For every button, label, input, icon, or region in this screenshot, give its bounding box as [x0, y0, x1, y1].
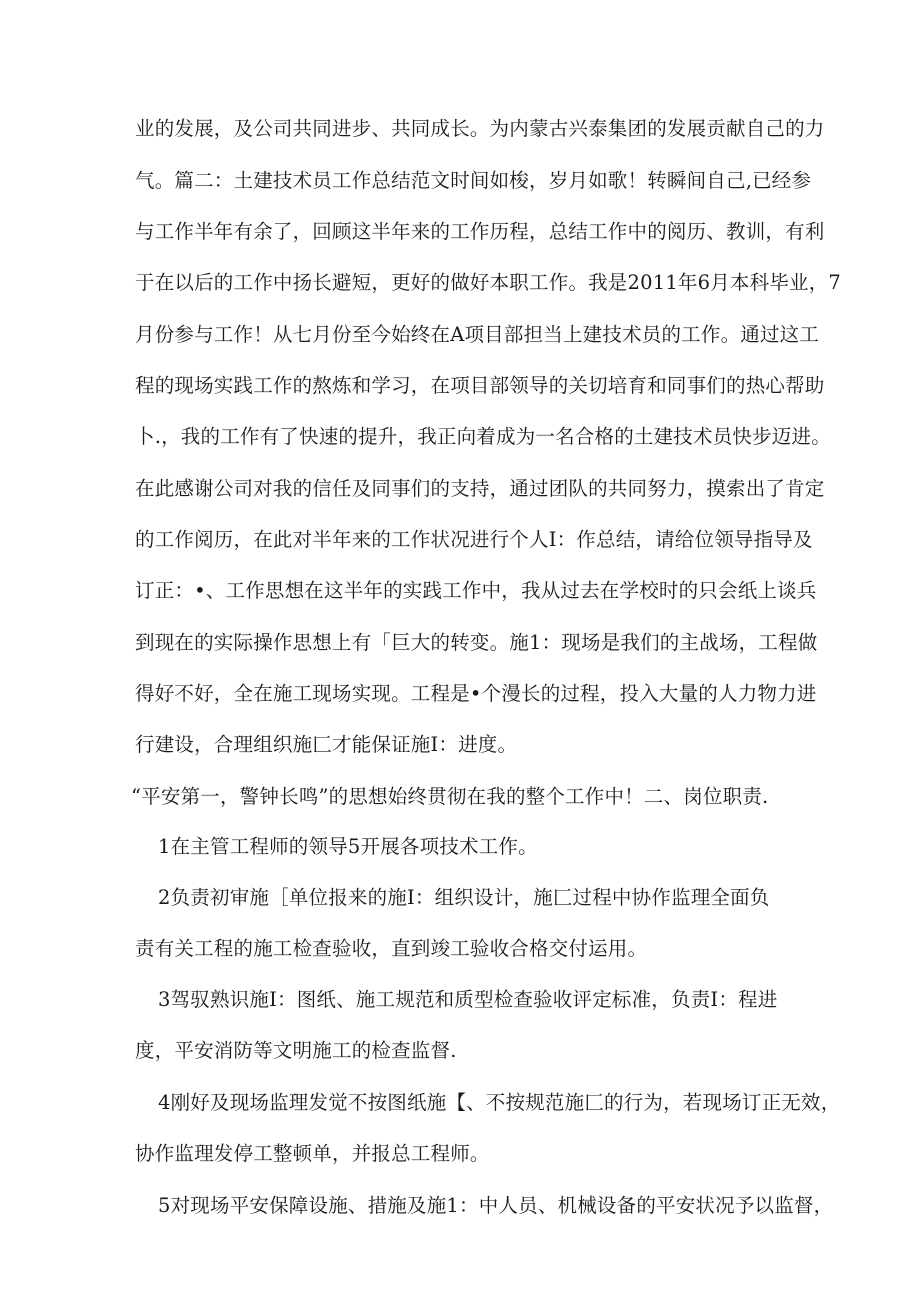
text-line: 业的发展，及公司共同进步、共同成长。为内蒙古兴泰集团的发展贡献自己的力 [135, 117, 825, 140]
text-line: 月份参与工作！从七月份至今始终在A项目部担当上建技术员的工作。通过这工 [135, 323, 820, 346]
text-line: 于在以后的工作中扬长避短，更好的做好本职工作。我是2011年6月本科毕业，7 [135, 271, 842, 294]
list-item-continuation: 度，平安消防等文明施工的检查监督. [135, 1039, 457, 1062]
text-line: 订正：•、工作思想在这半年的实践工作中，我从过去在学校时的只会纸上谈兵 [135, 579, 817, 602]
list-item: 3驾驭熟识施I：图纸、施工规范和质型检查验收评定标准，负责I：程进 [158, 988, 778, 1011]
text-line: “平安第一，警钟长鸣”的思想始终贯彻在我的整个工作中！二、岗位职责. [131, 785, 769, 808]
text-line: 得好不好，全在施工现场实现。工程是•个漫长的过程，投入大量的人力物力进 [135, 682, 817, 705]
text-line: 程的现场实践工作的熬炼和学习，在项目部领导的关切培育和同事们的热心帮助 [135, 374, 825, 397]
text-line: 卜.，我的工作有了快速的提升，我正向着成为一名合格的土建技术员快步迈进。 [135, 425, 831, 448]
text-line: 行建设，合理组织施匚才能保证施I：进度。 [135, 733, 518, 756]
text-line: 到现在的实际操作思想上有「巨大的转变。施1：现场是我们的主战场，工程做 [135, 631, 818, 654]
list-item: 4刚好及现场监理发觉不按图纸施【、不按规范施匚的行为，若现场订正无效， [158, 1091, 841, 1114]
list-item: 1在主管工程师的领导5开展各项技术工作。 [158, 835, 538, 858]
list-item-continuation: 协作监理发停工整顿单，并报总工程师。 [135, 1142, 490, 1165]
text-line: 气。篇二：土建技术员工作总结范文时间如梭，岁月如歌！转瞬间自己,已经参 [135, 169, 812, 192]
text-line: 的工作阅历，在此对半年来的工作状况进行个人I：作总结，请给位领导指导及 [135, 528, 813, 551]
list-item-continuation: 责有关工程的施工检查验收，直到竣工验收合格交付运用。 [135, 937, 648, 960]
list-item: 5对现场平安保障设施、措施及施1：中人员、机械设备的平安状况予以监督， [158, 1194, 834, 1217]
list-item: 2负责初审施［单位报来的施I：组织设计，施匚过程中协作监理全面负 [158, 886, 770, 909]
text-line: 在此感谢公司对我的信任及同事们的支持，通过团队的共同努力，摸索出了肯定 [135, 477, 825, 500]
text-line: 与工作半年有余了，回顾这半年来的工作历程，总结工作中的阅历、教训，有利 [135, 220, 825, 243]
